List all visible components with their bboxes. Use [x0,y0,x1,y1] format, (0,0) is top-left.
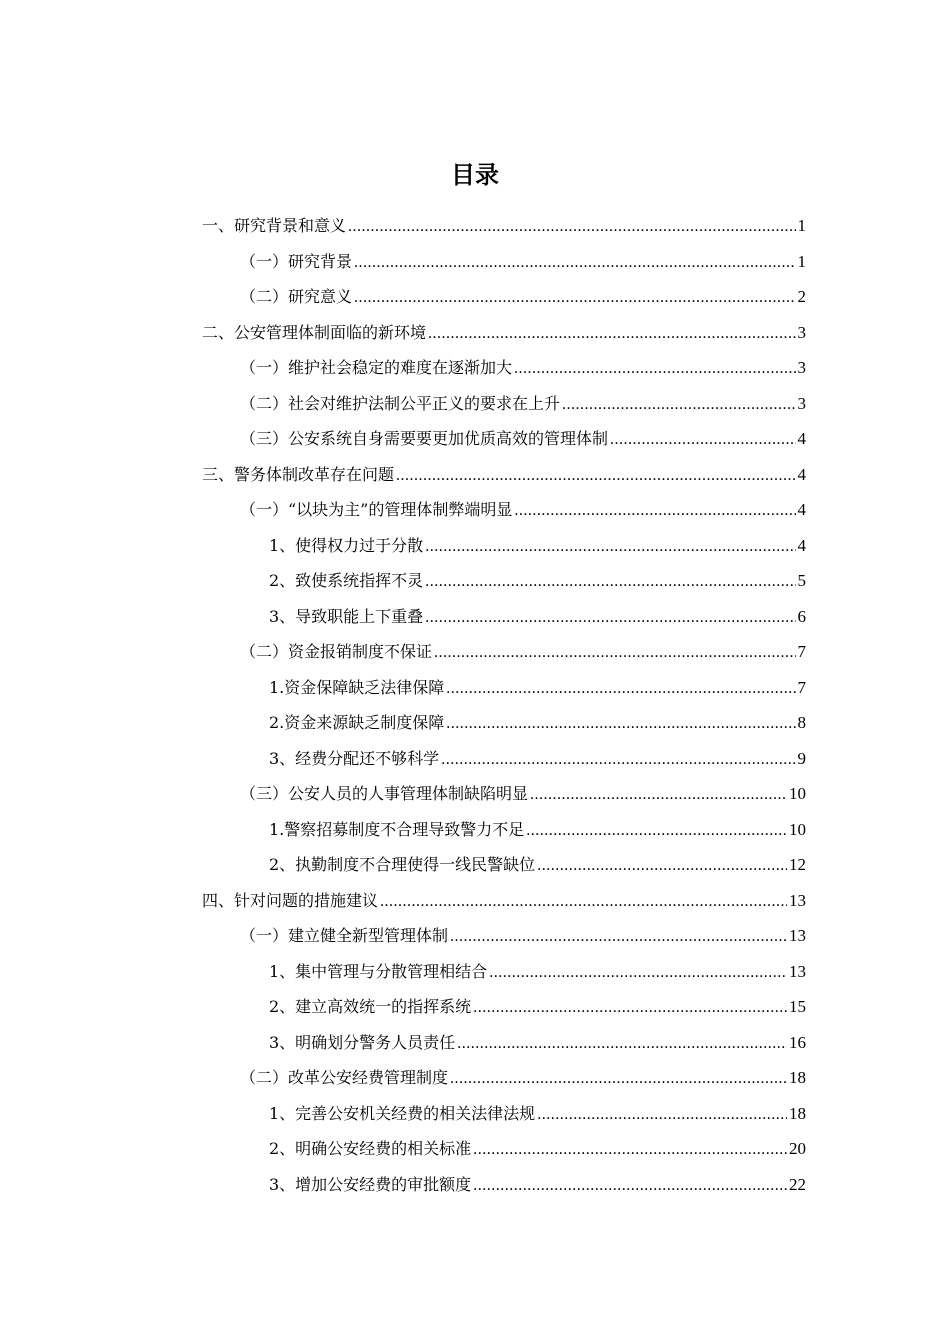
page-title: 目录 [451,161,499,189]
toc-entry-text: 3、明确划分警务人员责任 [269,1032,456,1052]
toc-entry[interactable] [202,847,806,883]
toc-entry-text: 3、导致职能上下重叠 [269,606,424,626]
toc-entry-text: （二）研究意义 [240,287,353,306]
toc-page-number: 6 [797,606,806,626]
toc-dot-leader [473,990,787,1026]
toc-dot-leader [348,209,795,245]
toc-page-number: 1 [797,216,806,235]
toc-entry[interactable] [202,1025,806,1061]
toc-page-number: 18 [789,1103,806,1123]
toc-dot-leader [446,706,795,742]
toc-dot-leader [428,316,795,352]
toc-entry-text: （二）改革公安经费管理制度 [240,1068,449,1087]
toc-entry[interactable] [202,315,806,351]
toc-entry[interactable] [202,457,806,493]
toc-entry[interactable] [202,741,806,777]
toc-entry[interactable] [202,386,806,422]
toc-entry-text: 2、建立高效统一的指挥系统 [269,997,472,1016]
toc-page-number: 4 [797,500,806,519]
toc-page-number: 4 [797,535,806,555]
toc-entry-text: （三）公安人员的人事管理体制缺陷明显 [240,784,529,803]
toc-dot-leader [354,280,795,316]
toc-entry[interactable] [202,954,806,990]
toc-entry-text: 1、使得权力过于分散 [269,535,424,555]
toc-entry-text: 2.资金来源缺乏制度保障 [269,713,445,732]
toc-dot-leader [489,955,787,991]
toc-entry[interactable] [202,244,806,280]
toc-entry-text: （一）维护社会稳定的难度在逐渐加大 [240,358,513,377]
toc-page-number: 9 [797,748,806,768]
toc-dot-leader [450,1061,787,1097]
toc-dot-leader [434,635,795,671]
toc-page-number: 2 [797,287,806,306]
toc-page-number: 16 [789,1032,806,1052]
toc-entry[interactable] [202,989,806,1025]
toc-entry-text: 1.警察招募制度不合理导致警力不足 [269,819,525,839]
toc-page-number: 3 [797,322,806,342]
toc-entry-text: 2、明确公安经费的相关标准 [269,1139,472,1158]
toc-dot-leader [354,245,795,281]
toc-entry-text: 3、经费分配还不够科学 [269,748,440,768]
toc-entry-text: 三、警务体制改革存在问题 [202,464,395,484]
toc-entry[interactable] [202,705,806,741]
toc-page-number: 8 [797,713,806,732]
toc-entry-text: （一）建立健全新型管理体制 [240,926,449,945]
toc-entry[interactable] [202,1167,806,1203]
toc-dot-leader [537,1097,787,1133]
toc-page-number: 15 [789,997,806,1016]
toc-page-number: 7 [797,642,806,661]
toc-entry[interactable] [202,1096,806,1132]
toc-entry[interactable] [202,563,806,599]
toc-page-number: 7 [797,677,806,697]
toc-entry[interactable] [202,776,806,812]
toc-entry-text: 1、完善公安机关经费的相关法律法规 [269,1103,536,1123]
toc-entry[interactable] [202,599,806,635]
toc-entry[interactable] [202,350,806,386]
toc-dot-leader [450,919,787,955]
toc-page-number: 12 [789,855,806,874]
toc-entry[interactable] [202,634,806,670]
toc-page-number: 10 [789,819,806,839]
toc-page-number: 3 [797,393,806,413]
toc-entry-text: 1.资金保障缺乏法律保障 [269,677,445,697]
toc-entry-text: 1、集中管理与分散管理相结合 [269,961,488,981]
toc-page-number: 22 [789,1174,806,1194]
toc-page-number: 5 [797,571,806,590]
toc-page-number: 20 [789,1139,806,1158]
toc-dot-leader [514,493,795,529]
toc-page-number: 18 [789,1068,806,1087]
toc-entry[interactable] [202,492,806,528]
toc-dot-leader [473,1132,787,1168]
table-of-contents [202,208,806,1202]
toc-entry[interactable] [202,279,806,315]
toc-page-number: 10 [789,784,806,803]
toc-dot-leader [425,564,795,600]
toc-dot-leader [610,422,795,458]
toc-entry-text: 二、公安管理体制面临的新环境 [202,322,427,342]
toc-entry[interactable] [202,208,806,244]
toc-page-number: 13 [789,926,806,945]
toc-dot-leader [380,884,787,920]
toc-entry-text: 四、针对问题的措施建议 [202,890,379,910]
toc-entry-text: 一、研究背景和意义 [202,216,347,235]
toc-page-number: 4 [797,464,806,484]
toc-dot-leader [530,777,787,813]
toc-dot-leader [441,742,795,778]
toc-entry[interactable] [202,883,806,919]
toc-entry-text: （二）社会对维护法制公平正义的要求在上升 [240,393,561,413]
toc-entry-text: 3、增加公安经费的审批额度 [269,1174,472,1194]
toc-entry-text: （一）研究背景 [240,251,353,271]
toc-dot-leader [457,1026,787,1062]
toc-entry[interactable] [202,421,806,457]
toc-entry[interactable] [202,528,806,564]
toc-dot-leader [473,1168,787,1204]
toc-entry-text: 2、致使系统指挥不灵 [269,571,424,590]
toc-entry-text: （一）“以块为主”的管理体制弊端明显 [240,500,513,519]
toc-entry[interactable] [202,918,806,954]
toc-dot-leader [446,671,795,707]
toc-dot-leader [514,351,795,387]
toc-page-number: 4 [797,429,806,448]
toc-entry[interactable] [202,1060,806,1096]
toc-dot-leader [396,458,795,494]
toc-dot-leader [537,848,787,884]
toc-page-number: 3 [797,358,806,377]
toc-entry-text: （三）公安系统自身需要要更加优质高效的管理体制 [240,429,609,448]
toc-dot-leader [425,600,795,636]
toc-page-number: 13 [789,961,806,981]
toc-dot-leader [562,387,795,423]
toc-entry[interactable] [202,1131,806,1167]
toc-dot-leader [425,529,795,565]
toc-entry[interactable] [202,812,806,848]
toc-entry-text: 2、执勤制度不合理使得一线民警缺位 [269,855,536,874]
toc-entry[interactable] [202,670,806,706]
toc-dot-leader [526,813,787,849]
toc-entry-text: （二）资金报销制度不保证 [240,642,433,661]
toc-page-number: 13 [789,890,806,910]
toc-page-number: 1 [797,251,806,271]
